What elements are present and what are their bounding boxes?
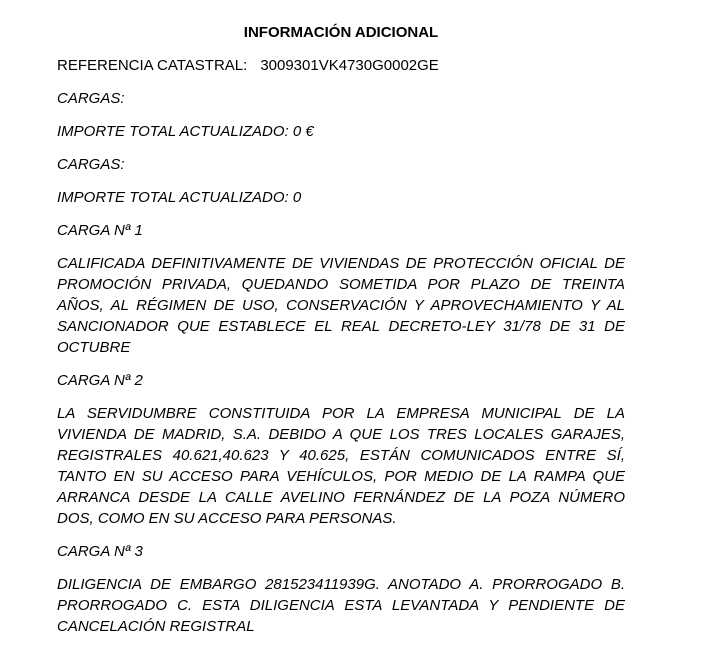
carga-section-1 bbox=[57, 220, 625, 358]
carga-section-3 bbox=[57, 541, 625, 637]
catastral-label: REFERENCIA CATASTRAL: bbox=[57, 57, 248, 74]
importe-total-line-1: IMPORTE TOTAL ACTUALIZADO: 0 € bbox=[57, 123, 314, 140]
carga-2-heading: CARGA Nª 2 bbox=[57, 372, 143, 389]
importe-total-line-2: IMPORTE TOTAL ACTUALIZADO: 0 bbox=[57, 189, 302, 206]
carga-1-heading: CARGA Nª 1 bbox=[57, 222, 143, 239]
carga-section-2 bbox=[57, 370, 625, 529]
carga-3-heading: CARGA Nª 3 bbox=[57, 543, 143, 560]
cargas-label-2: CARGAS: bbox=[57, 156, 125, 173]
cargas-label-1: CARGAS: bbox=[57, 90, 125, 107]
carga-2-body: LA SERVIDUMBRE CONSTITUIDA POR LA EMPRESA MUNICIPAL DE LA VIVIENDA DE MADRID, S.A. DEBIDO A QUE LOS TRES LOCALES GARAJES, REGISTRALES 40.621,40.623 Y 40.625, ESTÁN COMUNICADOS ENTRE SÍ, TANTO EN SU ACCESO PARA VEHÍCULOS, POR MEDIO DE LA RAMPA QUE ARRANCA DESDE LA CALLE AVELINO FERNÁNDEZ DE LA POZA NÚMERO DOS, COMO EN SU ACCESO PARA PERSONAS. bbox=[57, 405, 625, 527]
page-title: INFORMACIÓN ADICIONAL bbox=[243, 24, 439, 41]
catastral-line bbox=[57, 55, 625, 76]
catastral-value: 3009301VK4730G0002GE bbox=[260, 57, 439, 74]
carga-3-body: DILIGENCIA DE EMBARGO 281523411939G. ANOTADO A. PRORROGADO B. PRORROGADO C. ESTA DILIGENCIA ESTA LEVANTADA Y PENDIENTE DE CANCELACIÓN REGISTRAL bbox=[57, 576, 625, 635]
carga-1-body: CALIFICADA DEFINITIVAMENTE DE VIVIENDAS DE PROTECCIÓN OFICIAL DE PROMOCIÓN PRIVADA, QUEDANDO SOMETIDA POR PLAZO DE TREINTA AÑOS, AL RÉGIMEN DE USO, CONSERVACIÓN Y APROVECHAMIENTO Y AL SANCIONADOR QUE ESTABLECE EL REAL DECRETO-LEY 31/78 DE 31 DE OCTUBRE bbox=[57, 255, 625, 356]
